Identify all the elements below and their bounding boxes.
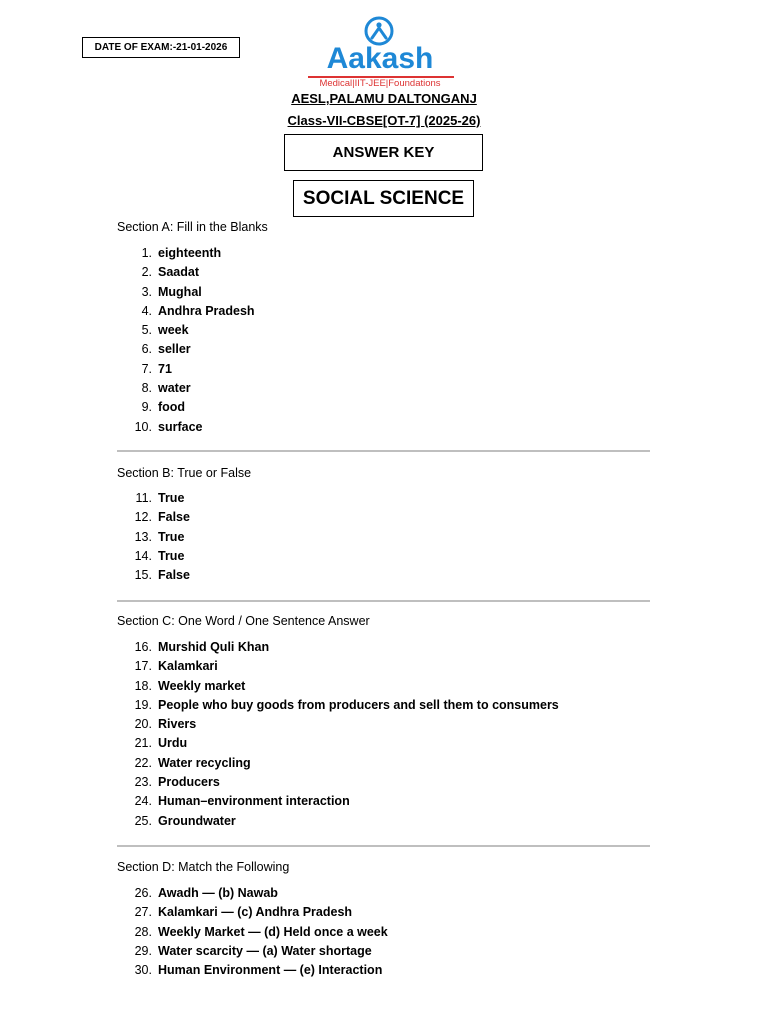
item-number: 18. <box>134 678 152 693</box>
item-answer: Groundwater <box>158 813 236 828</box>
item-number: 27. <box>134 905 152 920</box>
section-a-title: Section A: Fill in the Blanks <box>117 220 268 234</box>
list-item <box>118 379 678 398</box>
item-number: 6. <box>141 342 152 357</box>
item-number: 20. <box>134 717 152 732</box>
item-answer: False <box>158 568 190 583</box>
item-number: 25. <box>134 813 152 828</box>
list-item <box>118 566 678 585</box>
item-answer: True <box>158 491 185 505</box>
exam-date-box: DATE OF EXAM:-21-01-2026 <box>82 37 240 58</box>
list-item <box>118 508 678 527</box>
list-item <box>118 923 678 942</box>
section-c-list <box>118 638 678 831</box>
list-item <box>118 263 678 282</box>
item-number: 16. <box>134 640 152 654</box>
list-item <box>118 792 678 811</box>
list-item <box>118 903 678 922</box>
item-answer: Saadat <box>158 265 199 280</box>
list-item <box>118 961 678 980</box>
class-line: Class-VII-CBSE[OT-7] (2025-26) <box>287 113 481 128</box>
item-number: 9. <box>141 400 152 415</box>
item-answer: Human Environment — (e) Interaction <box>158 963 383 978</box>
list-item <box>118 398 678 417</box>
item-answer: Kalamkari <box>158 659 218 674</box>
item-number: 5. <box>141 323 152 338</box>
item-answer: food <box>158 400 186 415</box>
item-number: 11. <box>135 491 152 505</box>
item-answer: Murshid Quli Khan <box>158 640 270 654</box>
item-answer: Producers <box>158 775 220 790</box>
item-number: 26. <box>134 886 152 900</box>
list-item <box>118 547 678 566</box>
logo-tagline: Medical|IIT-JEE|Foundations <box>319 78 441 89</box>
list-item <box>118 657 678 676</box>
item-number: 4. <box>141 303 152 318</box>
list-item <box>118 715 678 734</box>
list-item <box>118 340 678 359</box>
list-item <box>118 321 678 340</box>
list-item <box>118 638 678 657</box>
item-answer: True <box>158 529 185 544</box>
item-number: 28. <box>134 924 152 939</box>
item-number: 19. <box>134 697 152 712</box>
item-answer: People who buy goods from producers and sell them to consumers <box>158 697 559 712</box>
item-number: 13. <box>134 529 152 544</box>
item-answer: surface <box>158 419 203 434</box>
list-item <box>118 884 678 903</box>
list-item <box>118 942 678 961</box>
item-answer: water <box>158 381 191 396</box>
section-divider <box>117 845 650 847</box>
section-c-title: Section C: One Word / One Sentence Answer <box>117 614 370 628</box>
item-number: 8. <box>141 381 152 396</box>
item-answer: Weekly market <box>158 678 246 693</box>
item-answer: Rivers <box>158 717 197 732</box>
item-number: 12. <box>134 510 152 525</box>
section-a-list <box>118 244 678 437</box>
item-answer: Water scarcity — (a) Water shortage <box>158 943 372 958</box>
item-number: 2. <box>141 265 152 280</box>
item-number: 14. <box>134 548 152 563</box>
item-number: 17. <box>134 659 152 674</box>
item-answer: Human–environment interaction <box>158 794 350 809</box>
list-item <box>118 734 678 753</box>
list-item <box>118 283 678 302</box>
list-item <box>118 244 678 263</box>
section-divider <box>117 600 650 602</box>
aakash-logo <box>300 14 460 92</box>
item-answer: True <box>158 548 185 563</box>
section-d-list <box>118 884 678 980</box>
item-answer: 71 <box>158 361 172 376</box>
item-answer: Kalamkari — (c) Andhra Pradesh <box>158 905 353 920</box>
item-answer: Awadh — (b) Nawab <box>158 886 278 900</box>
section-b-list <box>118 489 678 585</box>
list-item <box>118 696 678 715</box>
item-number: 30. <box>134 963 152 978</box>
item-answer: eighteenth <box>158 246 222 260</box>
list-item <box>118 677 678 696</box>
section-d-title: Section D: Match the Following <box>117 860 290 874</box>
item-answer: Andhra Pradesh <box>158 303 255 318</box>
item-number: 23. <box>134 775 152 790</box>
list-item <box>118 489 678 508</box>
list-item <box>118 812 678 831</box>
item-answer: Urdu <box>158 736 188 751</box>
item-number: 15. <box>134 568 152 583</box>
item-number: 3. <box>141 284 152 299</box>
item-answer: Water recycling <box>158 755 251 770</box>
item-number: 24. <box>134 794 152 809</box>
item-number: 21. <box>134 736 152 751</box>
answer-key-title: ANSWER KEY <box>284 134 483 171</box>
section-b-title: Section B: True or False <box>117 466 252 480</box>
section-divider <box>117 450 650 452</box>
item-answer: False <box>158 510 190 525</box>
item-answer: week <box>158 323 189 338</box>
item-number: 1. <box>141 246 152 260</box>
list-item <box>118 528 678 547</box>
list-item <box>118 360 678 379</box>
list-item <box>118 754 678 773</box>
item-number: 22. <box>134 755 152 770</box>
item-number: 7. <box>141 361 152 376</box>
item-answer: Weekly Market — (d) Held once a week <box>158 924 388 939</box>
item-number: 10. <box>134 419 152 434</box>
item-answer: seller <box>158 342 191 357</box>
list-item <box>118 302 678 321</box>
list-item <box>118 773 678 792</box>
logo-wordmark: Aakash <box>326 42 434 75</box>
list-item <box>118 418 678 437</box>
item-number: 29. <box>134 943 152 958</box>
subject-title: SOCIAL SCIENCE <box>293 180 474 217</box>
institute-name: AESL,PALAMU DALTONGANJ <box>291 91 477 106</box>
item-answer: Mughal <box>158 284 202 299</box>
